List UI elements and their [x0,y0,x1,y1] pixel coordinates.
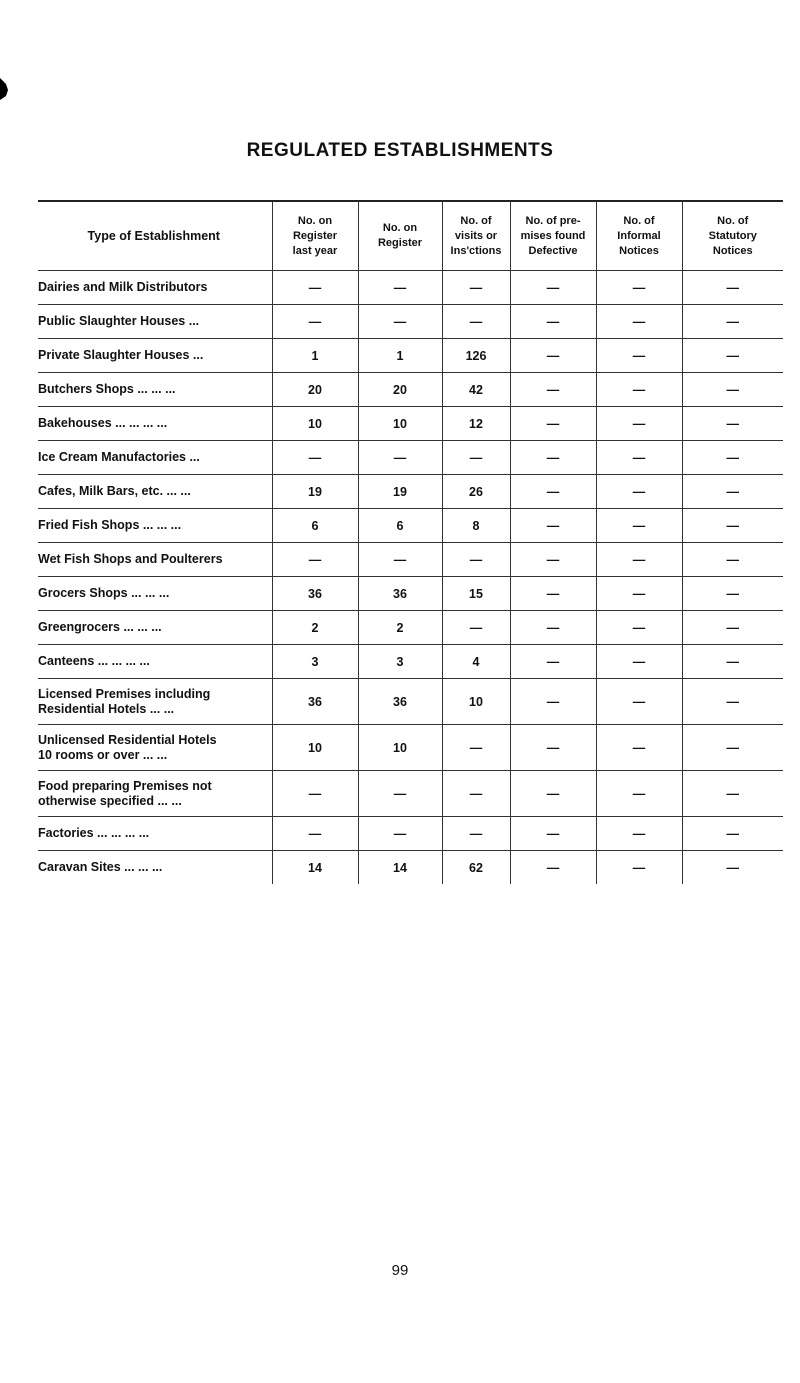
establishment-name [38,577,272,611]
register-cell: — [358,771,442,817]
table-row [38,305,783,339]
establishment-name-line: Cafes, Milk Bars, etc. ... ... [38,484,191,498]
establishment-name [38,817,272,851]
establishment-name-line: otherwise specified ... ... [38,793,182,808]
statutory-notices-cell: — [682,407,783,441]
statutory-notices-cell: — [682,645,783,679]
defective-cell: — [510,725,596,771]
register-last-year-cell: 10 [272,407,358,441]
visits-cell: 42 [442,373,510,407]
establishment-name-line: Unlicensed Residential Hotels [38,732,217,747]
register-cell: 36 [358,679,442,725]
register-cell: — [358,543,442,577]
header-row [38,202,783,271]
table-row [38,725,783,771]
establishment-name [38,509,272,543]
statutory-notices-cell: — [682,373,783,407]
table-row [38,577,783,611]
register-last-year-cell: 19 [272,475,358,509]
statutory-notices-cell: — [682,817,783,851]
establishment-name-line: Butchers Shops ... ... ... [38,382,176,396]
informal-notices-cell: — [596,725,682,771]
register-cell: 6 [358,509,442,543]
informal-notices-cell: — [596,475,682,509]
register-last-year-cell: 14 [272,851,358,885]
establishment-name [38,851,272,885]
table-row [38,475,783,509]
register-cell: 19 [358,475,442,509]
establishment-name-line: Public Slaughter Houses ... [38,314,200,328]
register-cell: — [358,817,442,851]
register-last-year-cell: 36 [272,679,358,725]
establishment-name-line: 10 rooms or over ... ... [38,747,168,762]
visits-cell: — [442,441,510,475]
register-last-year-cell: — [272,441,358,475]
register-cell: 10 [358,407,442,441]
establishment-name [38,611,272,645]
informal-notices-cell: — [596,543,682,577]
visits-cell: 26 [442,475,510,509]
informal-notices-cell: — [596,817,682,851]
statutory-notices-cell: — [682,725,783,771]
statutory-notices-cell: — [682,543,783,577]
table-row [38,509,783,543]
header-register: No. on Register [358,202,442,271]
establishment-name [38,679,272,725]
register-cell: 2 [358,611,442,645]
informal-notices-cell: — [596,679,682,725]
visits-cell: — [442,305,510,339]
establishment-name-line: Residential Hotels ... ... [38,701,175,716]
visits-cell: — [442,725,510,771]
statutory-notices-cell: — [682,305,783,339]
establishment-name-line: Greengrocers ... ... ... [38,620,162,634]
header-register-last-year: No. on Register last year [272,202,358,271]
visits-cell: 15 [442,577,510,611]
register-cell: — [358,305,442,339]
register-last-year-cell: — [272,543,358,577]
visits-cell: — [442,771,510,817]
register-cell: — [358,271,442,305]
statutory-notices-cell: — [682,475,783,509]
defective-cell: — [510,305,596,339]
establishment-name-line: Canteens ... ... ... ... [38,654,150,668]
establishment-name [38,373,272,407]
defective-cell: — [510,611,596,645]
statutory-notices-cell: — [682,771,783,817]
statutory-notices-cell: — [682,851,783,885]
register-cell: 1 [358,339,442,373]
statutory-notices-cell: — [682,611,783,645]
register-last-year-cell: 1 [272,339,358,373]
defective-cell: — [510,577,596,611]
visits-cell: 12 [442,407,510,441]
register-last-year-cell: — [272,817,358,851]
informal-notices-cell: — [596,271,682,305]
establishment-name [38,441,272,475]
defective-cell: — [510,817,596,851]
establishment-name-line: Grocers Shops ... ... ... [38,586,170,600]
table-row [38,271,783,305]
register-last-year-cell: 20 [272,373,358,407]
register-last-year-cell: — [272,271,358,305]
defective-cell: — [510,271,596,305]
register-cell: 3 [358,645,442,679]
visits-cell: 10 [442,679,510,725]
statutory-notices-cell: — [682,339,783,373]
table-row [38,339,783,373]
register-last-year-cell: — [272,771,358,817]
establishment-name [38,339,272,373]
visits-cell: 4 [442,645,510,679]
visits-cell: — [442,271,510,305]
establishment-name [38,771,272,817]
register-last-year-cell: 3 [272,645,358,679]
establishment-name-line: Caravan Sites ... ... ... [38,860,163,874]
defective-cell: — [510,543,596,577]
defective-cell: — [510,851,596,885]
visits-cell: 62 [442,851,510,885]
page-number: 99 [391,1262,409,1279]
table-body [38,271,783,885]
establishment-name [38,271,272,305]
table-row [38,373,783,407]
informal-notices-cell: — [596,509,682,543]
establishment-name [38,407,272,441]
establishment-name-line: Private Slaughter Houses ... [38,348,204,362]
establishment-name [38,725,272,771]
establishment-name-line: Dairies and Milk Distributors [38,280,208,294]
establishment-name-line: Licensed Premises including [38,686,211,701]
visits-cell: — [442,543,510,577]
informal-notices-cell: — [596,441,682,475]
statutory-notices-cell: — [682,577,783,611]
regulated-establishments-table [38,202,783,884]
informal-notices-cell: — [596,305,682,339]
establishment-name-line: Factories ... ... ... ... [38,826,150,840]
informal-notices-cell: — [596,373,682,407]
table-row [38,851,783,885]
register-last-year-cell: — [272,305,358,339]
header-visits: No. of visits or Ins'ctions [442,202,510,271]
informal-notices-cell: — [596,339,682,373]
header-defective: No. of pre- mises found Defective [510,202,596,271]
establishment-name-line: Wet Fish Shops and Poulterers [38,552,223,566]
header-type-of-establishment: Type of Establishment [38,202,272,271]
visits-cell: 8 [442,509,510,543]
table-row [38,441,783,475]
defective-cell: — [510,339,596,373]
statutory-notices-cell: — [682,441,783,475]
defective-cell: — [510,373,596,407]
table-row [38,645,783,679]
establishment-name-line: Food preparing Premises not [38,778,212,793]
register-last-year-cell: 10 [272,725,358,771]
defective-cell: — [510,509,596,543]
establishment-name [38,645,272,679]
visits-cell: — [442,611,510,645]
register-last-year-cell: 6 [272,509,358,543]
register-cell: 14 [358,851,442,885]
statutory-notices-cell: — [682,509,783,543]
register-cell: — [358,441,442,475]
informal-notices-cell: — [596,577,682,611]
table-row [38,771,783,817]
visits-cell: — [442,817,510,851]
establishment-name-line: Ice Cream Manufactories ... [38,450,200,464]
statutory-notices-cell: — [682,271,783,305]
establishment-name [38,543,272,577]
informal-notices-cell: — [596,645,682,679]
register-last-year-cell: 36 [272,577,358,611]
informal-notices-cell: — [596,771,682,817]
scan-corner-mark [0,78,8,100]
informal-notices-cell: — [596,611,682,645]
table-row [38,679,783,725]
register-last-year-cell: 2 [272,611,358,645]
table-row [38,817,783,851]
register-cell: 10 [358,725,442,771]
establishment-name [38,305,272,339]
register-cell: 20 [358,373,442,407]
page-title: REGULATED ESTABLISHMENTS [246,140,554,161]
defective-cell: — [510,441,596,475]
table-row [38,407,783,441]
establishment-name [38,475,272,509]
defective-cell: — [510,679,596,725]
header-statutory-notices: No. of Statutory Notices [682,202,783,271]
defective-cell: — [510,475,596,509]
informal-notices-cell: — [596,851,682,885]
defective-cell: — [510,771,596,817]
establishment-name-line: Bakehouses ... ... ... ... [38,416,168,430]
visits-cell: 126 [442,339,510,373]
header-informal-notices: No. of Informal Notices [596,202,682,271]
table-row [38,543,783,577]
statutory-notices-cell: — [682,679,783,725]
register-cell: 36 [358,577,442,611]
defective-cell: — [510,407,596,441]
table-row [38,611,783,645]
informal-notices-cell: — [596,407,682,441]
establishment-name-line: Fried Fish Shops ... ... ... [38,518,182,532]
defective-cell: — [510,645,596,679]
